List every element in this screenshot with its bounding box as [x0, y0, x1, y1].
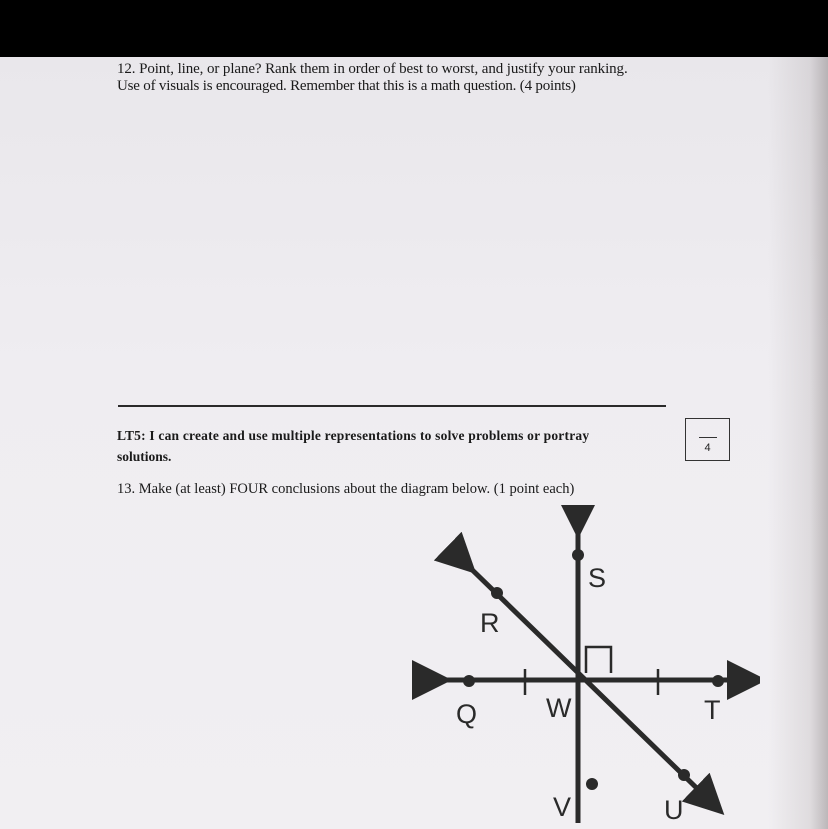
paper-edge-shadow [768, 57, 828, 829]
right-angle-mark [586, 647, 611, 673]
label-q: Q [456, 699, 478, 729]
score-box [685, 418, 730, 461]
point-v [586, 778, 598, 790]
score-denominator: 4 [704, 442, 711, 454]
label-r: R [480, 608, 500, 638]
label-v: V [553, 792, 572, 822]
question-12-line-2: Use of visuals is encouraged. Remember that this is a math question. (4 points) [117, 78, 576, 94]
lt5-heading-line-2: solutions. [117, 449, 172, 464]
label-u: U [664, 795, 684, 825]
score-fraction-bar [699, 437, 717, 438]
label-t: T [704, 695, 721, 725]
point-q [463, 675, 475, 687]
point-t [712, 675, 724, 687]
label-w: W [546, 693, 572, 723]
point-u [678, 769, 690, 781]
point-r [491, 587, 503, 599]
section-divider [118, 405, 666, 407]
question-12-line-1: 12. Point, line, or plane? Rank them in order of best to worst, and justify your ranking. [117, 61, 628, 77]
point-s [572, 549, 584, 561]
label-s: S [588, 563, 607, 593]
geometry-diagram [410, 505, 760, 829]
lt5-heading-line-1: LT5: I can create and use multiple representations to solve problems or portray [117, 428, 590, 443]
question-13-text: 13. Make (at least) FOUR conclusions about the diagram below. (1 point each) [117, 481, 575, 497]
